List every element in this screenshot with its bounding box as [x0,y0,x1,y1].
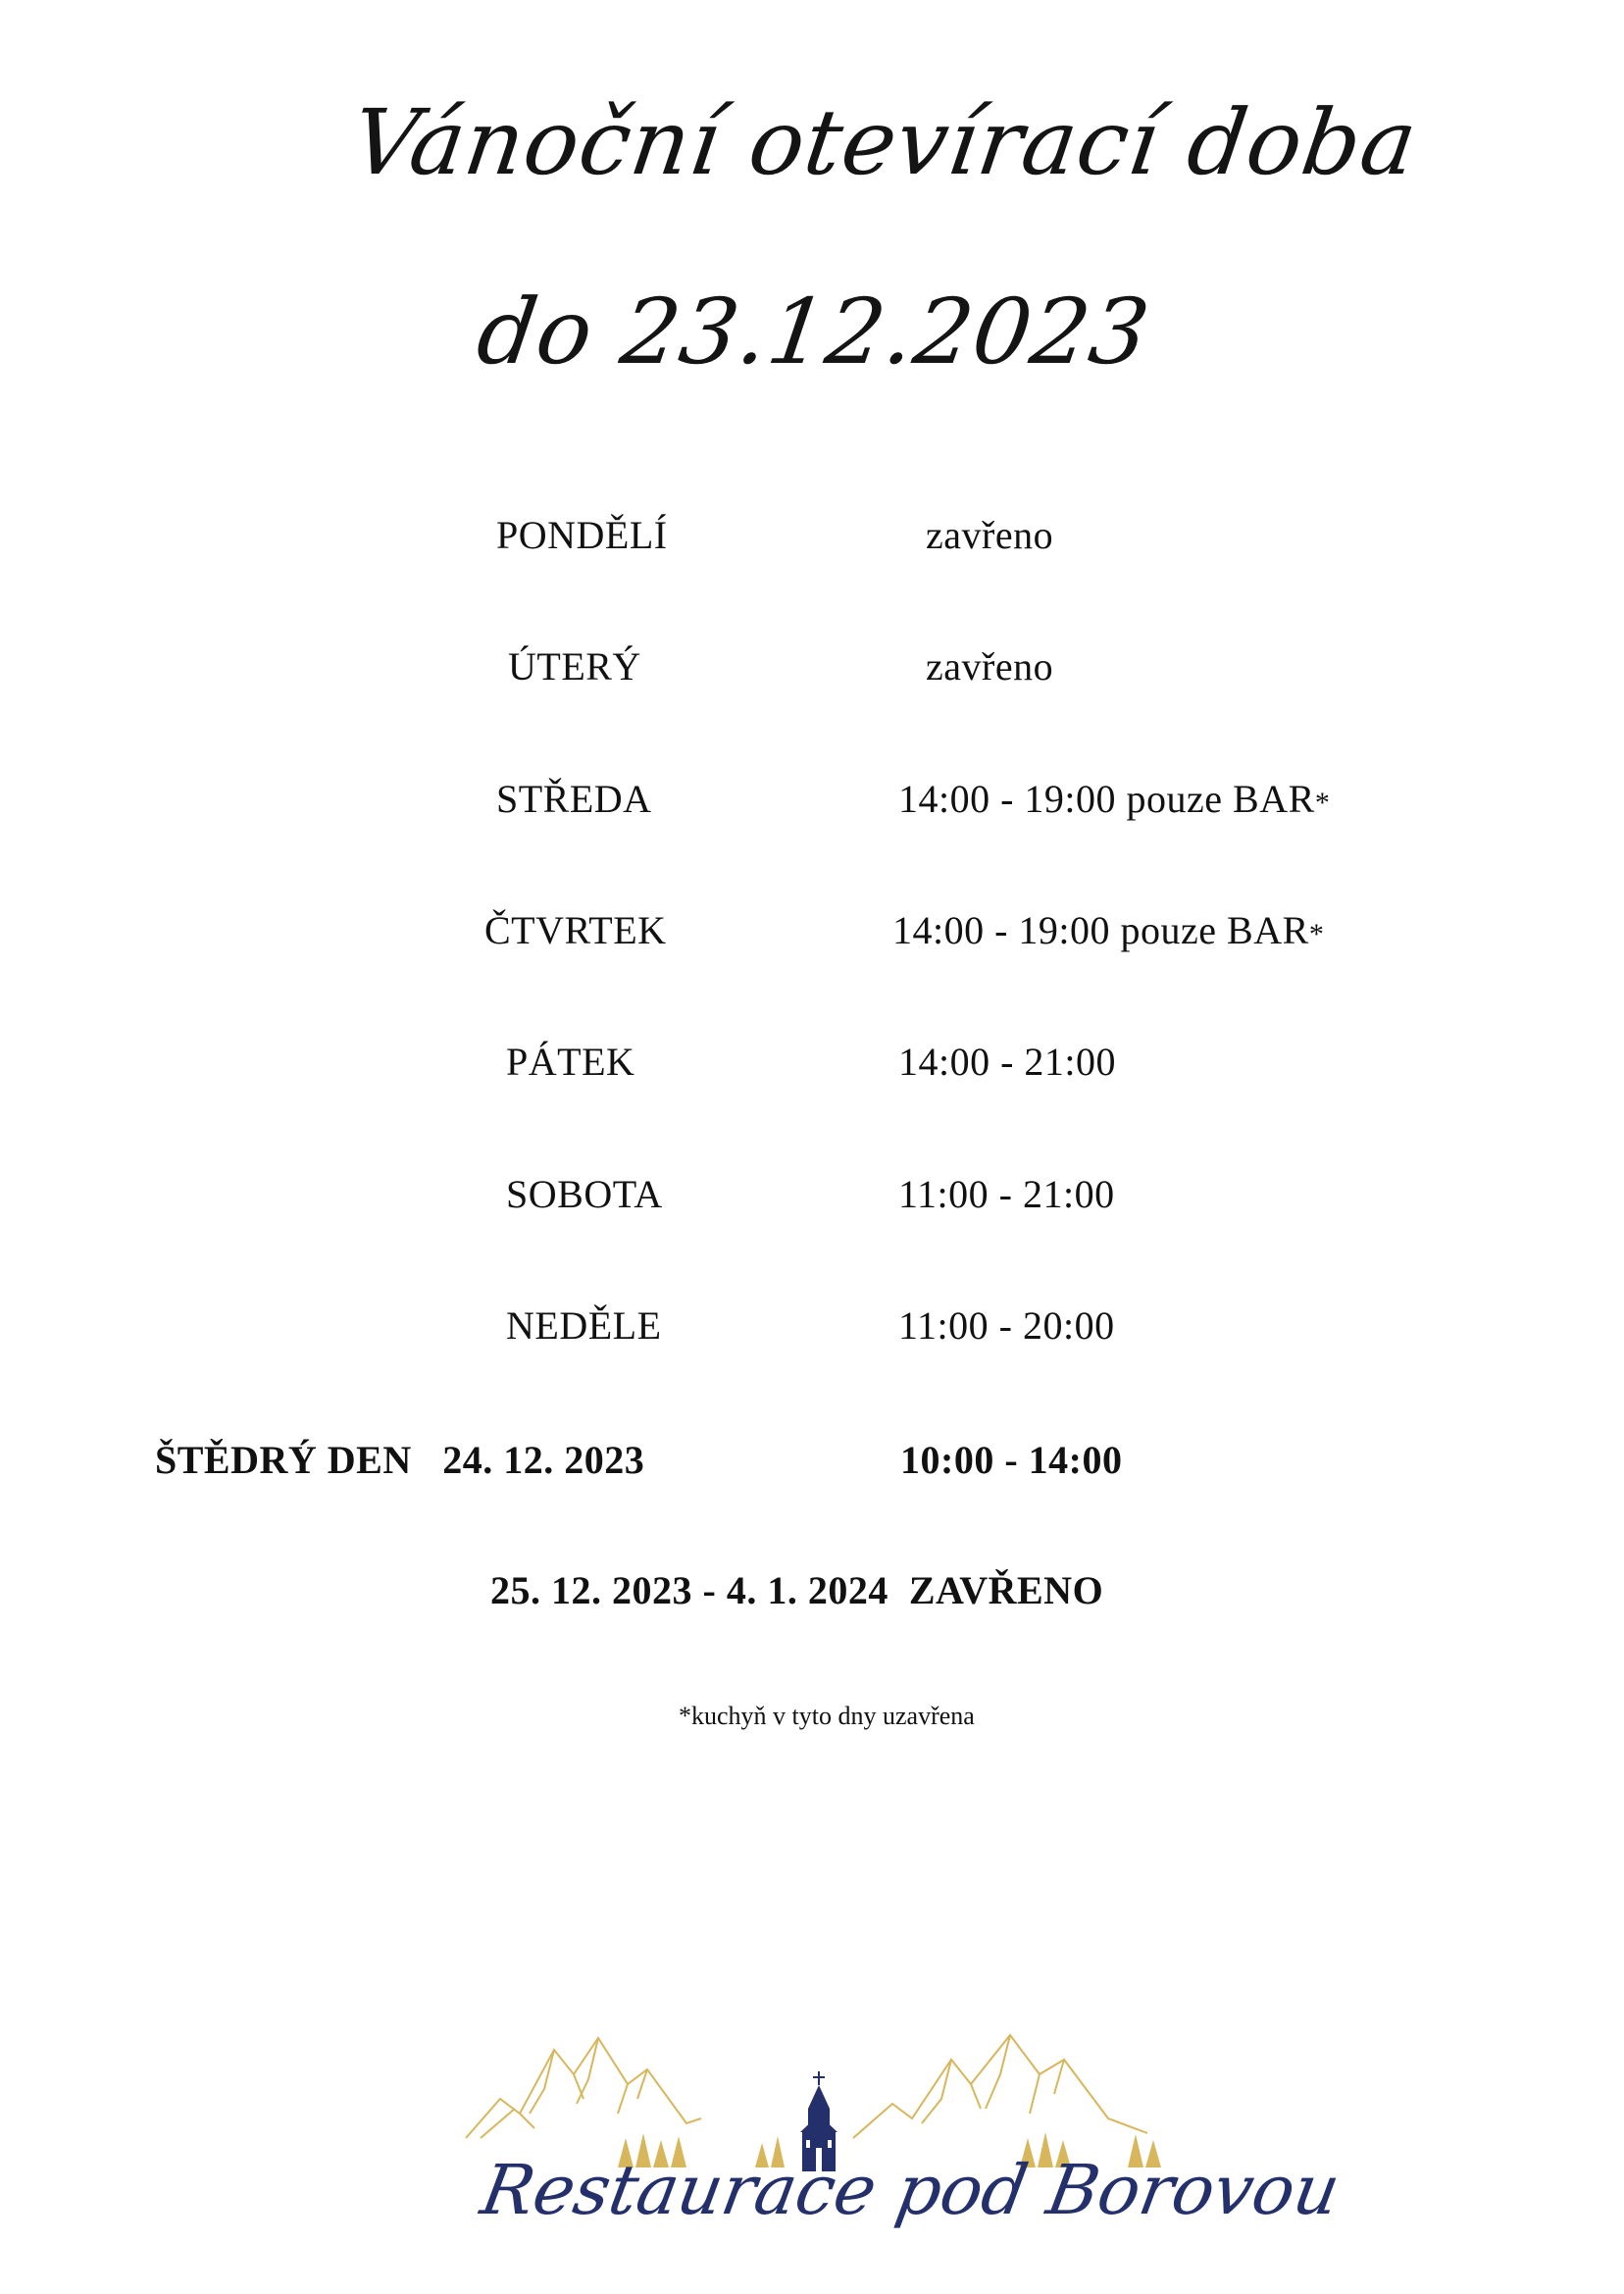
restaurant-logo [461,2030,1346,2256]
hours-monday: zavřeno [926,513,1054,557]
closed-period: 25. 12. 2023 - 4. 1. 2024 ZAVŘENO [490,1568,1104,1612]
kitchen-closed-footnote: *kuchyň v tyto dny uzavřena [679,1702,975,1730]
hours-wednesday-text: 14:00 - 19:00 pouze BAR [898,777,1315,821]
hours-thursday-text: 14:00 - 19:00 pouze BAR [892,908,1309,952]
hours-sunday: 11:00 - 20:00 [898,1303,1115,1348]
page-title-line-2: do 23.12.2023 [471,280,1156,384]
day-wednesday: STŘEDA [496,777,652,821]
hours-wednesday [898,776,1330,822]
hours-thursday [892,907,1324,953]
day-monday: PONDĚLÍ [496,513,668,557]
kitchen-closed-asterisk: * [1308,918,1325,950]
day-sunday: NEDĚLE [506,1303,662,1348]
hours-friday: 14:00 - 21:00 [898,1040,1117,1084]
page-title-line-1: Vánoční otevírací doba [345,90,1424,195]
day-friday: PÁTEK [506,1040,635,1084]
christmas-eve-hours: 10:00 - 14:00 [900,1438,1123,1482]
restaurant-name: Restaurace pod Borovou [475,2150,1346,2230]
christmas-eve-label: ŠTĚDRÝ DEN 24. 12. 2023 [155,1438,645,1482]
day-thursday: ČTVRTEK [484,908,667,952]
kitchen-closed-asterisk: * [1314,787,1331,819]
day-tuesday: ÚTERÝ [508,644,641,688]
hours-saturday: 11:00 - 21:00 [898,1172,1115,1216]
hours-tuesday: zavřeno [926,644,1054,688]
day-saturday: SOBOTA [506,1172,663,1216]
